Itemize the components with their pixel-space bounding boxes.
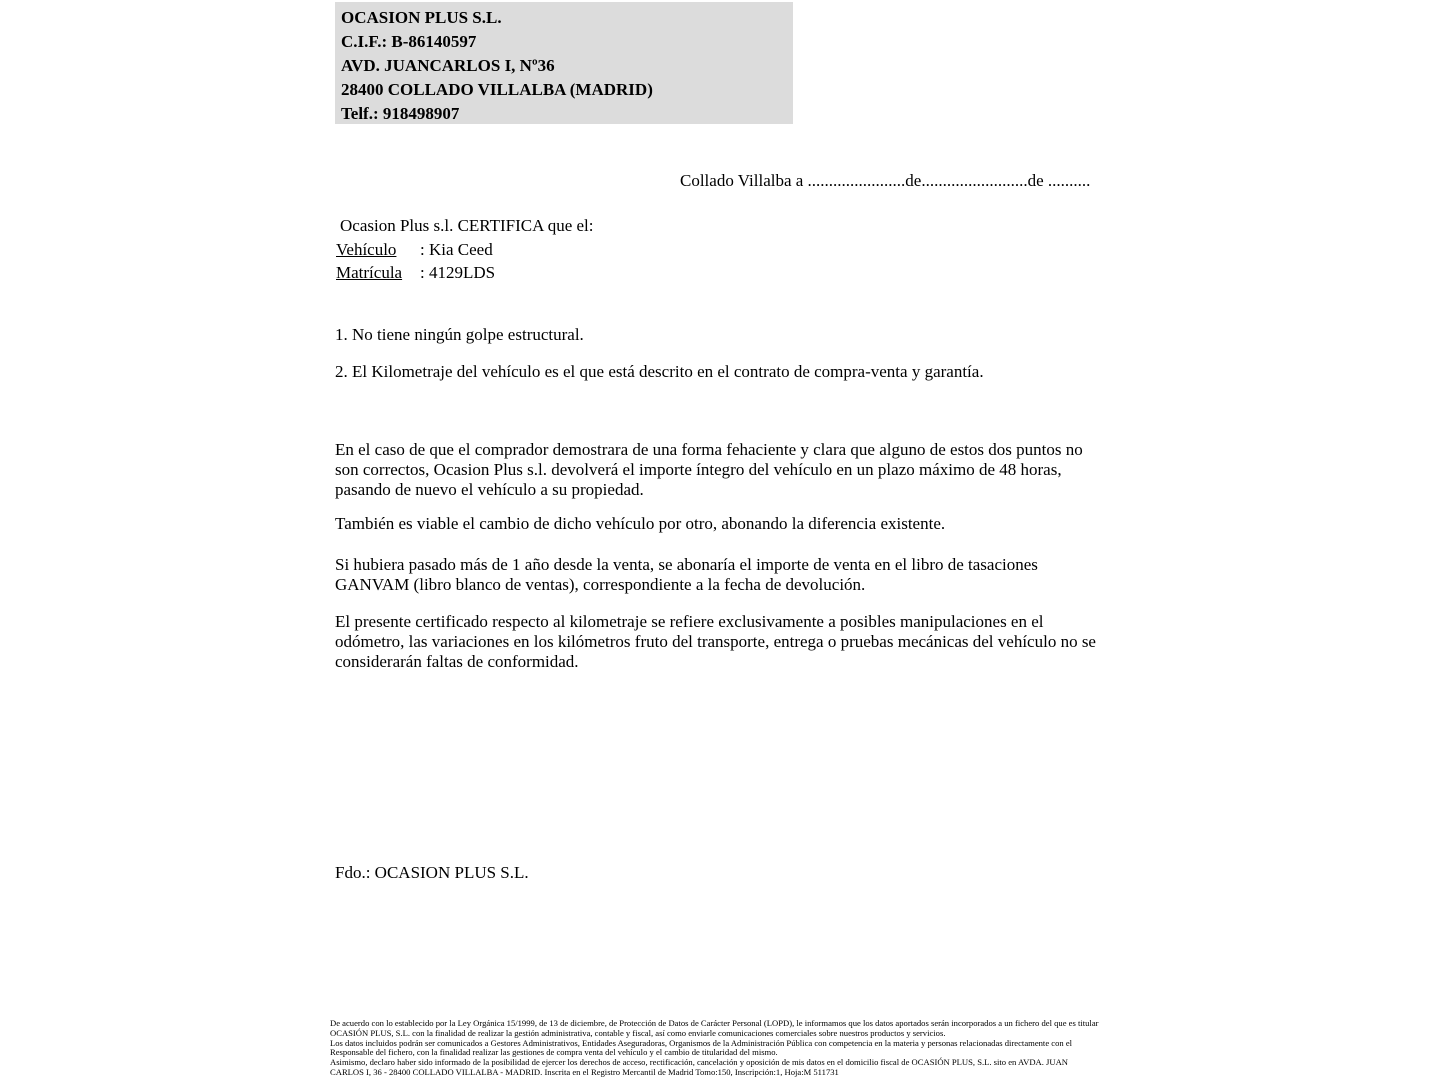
paragraph-refund: En el caso de que el comprador demostrara de una forma fehaciente y clara que alguno de estos dos puntos no son correctos, Ocasion Plus s.l. devolverá el importe íntegro del vehículo en un plazo máximo de 48 horas, pasando de nuevo el vehículo a su propiedad. bbox=[335, 440, 1083, 499]
paragraph-exchange: También es viable el cambio de dicho vehículo por otro, abonando la diferencia existente. bbox=[335, 514, 946, 533]
vehicle-row bbox=[336, 240, 493, 260]
vehicle-label: Vehículo bbox=[336, 240, 397, 259]
date-line: Collado Villalba a .......................de.........................de .......... bbox=[680, 171, 1091, 190]
company-address: AVD. JUANCARLOS I, Nº36 bbox=[341, 56, 555, 75]
legal-footer bbox=[330, 1019, 1102, 1078]
company-name: OCASION PLUS S.L. bbox=[341, 8, 502, 27]
legal-paragraph-lopd: De acuerdo con lo establecido por la Ley Orgánica 15/1999, de 13 de diciembre, de Protección de Datos de Carácter Personal (LOPD), le informamos que los datos aportados serán incorporados a un fichero del que es titular OCASIÓN PLUS, S.L. con la finalidad de realizar la gestión administrativa, contable y fiscal, así como enviarle comunicaciones comerciales sobre nuestros productos y servicios. bbox=[330, 1018, 1099, 1038]
signature-line: Fdo.: OCASION PLUS S.L. bbox=[335, 863, 529, 882]
company-city: 28400 COLLADO VILLALBA (MADRID) bbox=[341, 80, 653, 99]
company-phone: Telf.: 918498907 bbox=[341, 104, 460, 123]
company-header-box bbox=[335, 2, 793, 124]
plate-row bbox=[336, 263, 495, 283]
plate-label: Matrícula bbox=[336, 263, 403, 282]
point-1: 1. No tiene ningún golpe estructural. bbox=[335, 325, 584, 344]
paragraph-odometer: El presente certificado respecto al kilometraje se refiere exclusivamente a posibles manipulaciones en el odómetro, las variaciones en los kilómetros fruto del transporte, entrega o pruebas mecánicas del vehículo no se considerarán faltas de conformidad. bbox=[335, 612, 1096, 671]
paragraph-ganvam: Si hubiera pasado más de 1 año desde la venta, se abonaría el importe de venta en el libro de tasaciones GANVAM (libro blanco de ventas), correspondiente a la fecha de devolución. bbox=[335, 555, 1038, 594]
company-cif: C.I.F.: B-86140597 bbox=[341, 32, 477, 51]
certificate-intro: Ocasion Plus s.l. CERTIFICA que el: bbox=[340, 216, 594, 235]
legal-paragraph-data-sharing: Los datos incluidos podrán ser comunicados a Gestores Administrativos, Entidades Aseguradoras, Organismos de la Administración Pública con competencia en la materia y personas relacionadas directamente con el Responsable del fichero, con la finalidad realizar las gestiones de compra venta del vehículo y el cambio de titularidad del mismo. bbox=[330, 1037, 1073, 1058]
vehicle-value: : Kia Ceed bbox=[420, 240, 493, 259]
legal-paragraph-rights: Asimismo, declaro haber sido informado de la posibilidad de ejercer los derechos de acceso, rectificación, cancelación y oposición de mis datos en el domicilio fiscal de OCASIÓN PLUS, S.L. sito en AVDA. JUAN CARLOS I, 36 - 28400 COLLADO VILLALBA - MADRID. Inscrita en el Registro Mercantil de Madrid Tomo:150, Inscripción:1, Hoja:M 511731 bbox=[330, 1057, 1069, 1077]
plate-value: : 4129LDS bbox=[420, 263, 496, 282]
point-2: 2. El Kilometraje del vehículo es el que está descrito en el contrato de compra-venta y garantía. bbox=[335, 362, 984, 381]
